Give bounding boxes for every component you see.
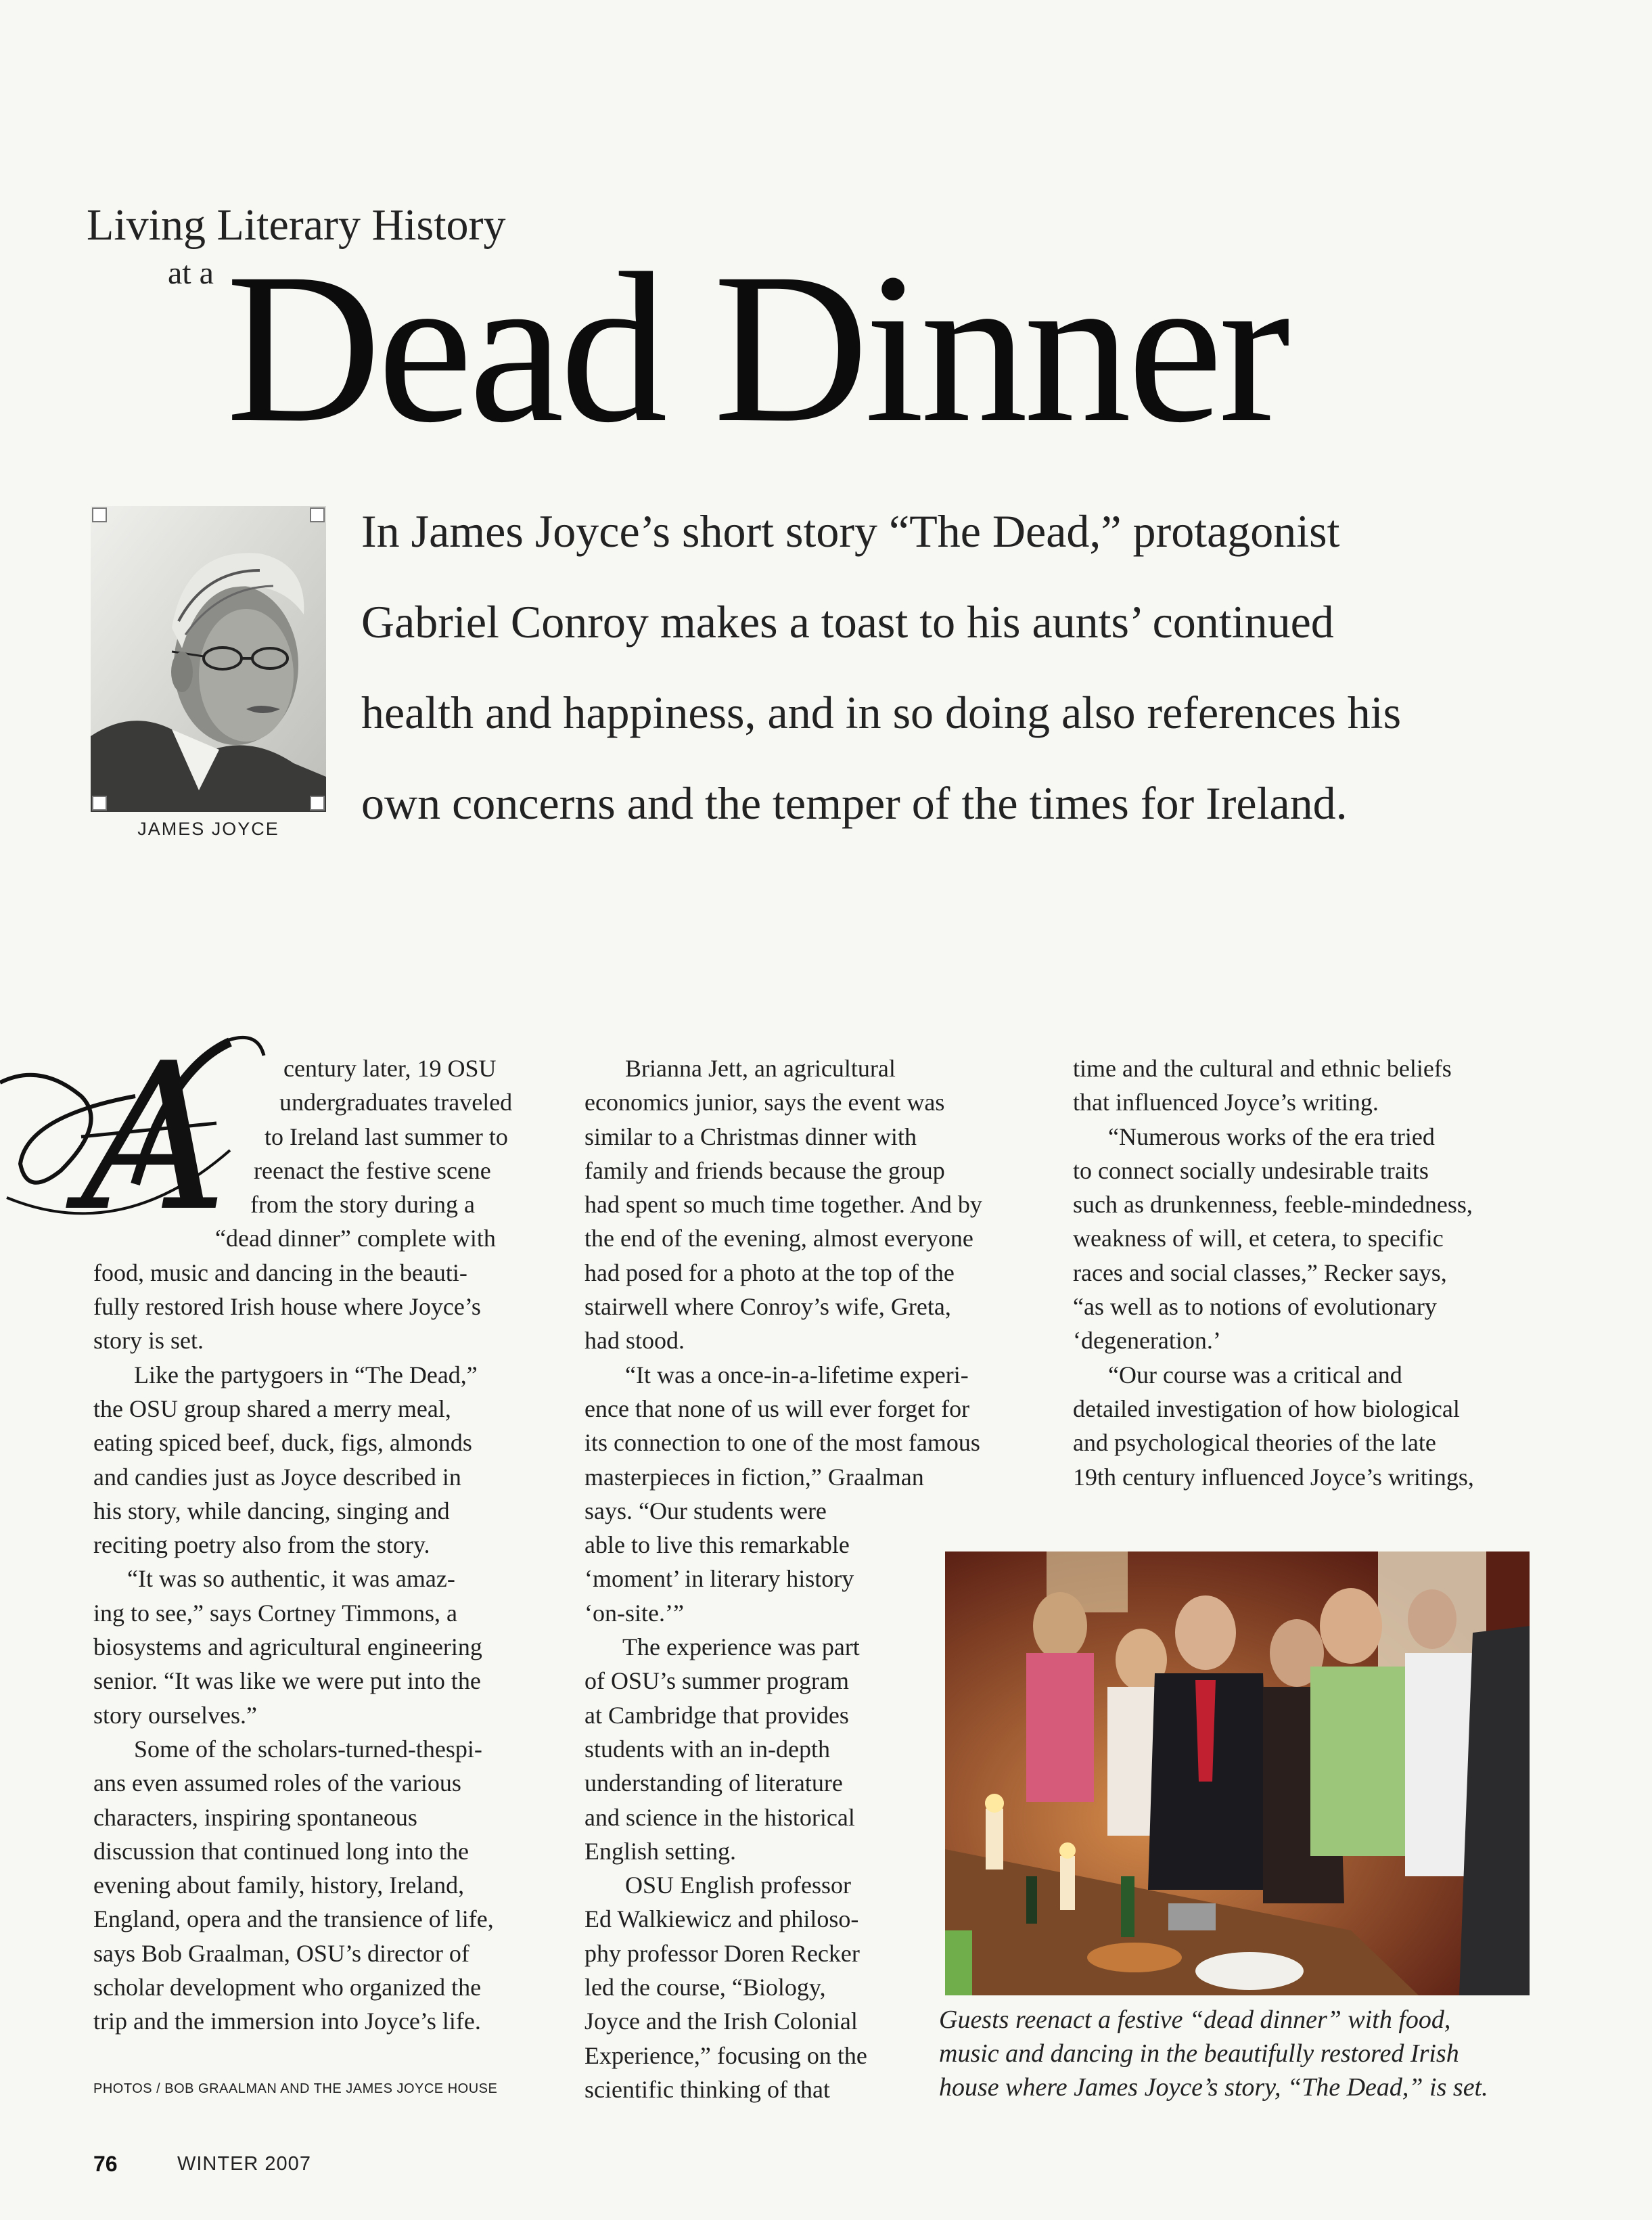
text-line: story is set.: [93, 1327, 204, 1355]
text-line: ‘degeneration.’: [1073, 1327, 1221, 1355]
text-line: able to live this remarkable: [584, 1531, 850, 1559]
article-column-3: [1073, 1051, 1533, 1494]
text-line: at Cambridge that provides: [584, 1701, 849, 1729]
text-line: ence that none of us will ever forget for: [584, 1395, 970, 1422]
text-line: similar to a Christmas dinner with: [584, 1123, 917, 1150]
text-line: eating spiced beef, duck, figs, almonds: [93, 1429, 472, 1457]
text-line: students with an in-depth: [584, 1735, 830, 1763]
text-line: “Our course was a critical and: [1108, 1361, 1402, 1388]
text-line: century later, 19 OSU: [283, 1055, 497, 1082]
text-line: English setting.: [584, 1837, 736, 1865]
text-line: “It was a once-in-a-lifetime experi-: [625, 1361, 969, 1388]
text-line: from the story during a: [250, 1191, 475, 1219]
text-line: says. “Our students were: [584, 1497, 827, 1524]
article-column-1: [93, 1051, 553, 2039]
text-line: Brianna Jett, an agricultural: [625, 1055, 896, 1082]
deck: [361, 486, 1532, 848]
drop-cap-letter: A: [81, 1020, 228, 1231]
text-line: “dead dinner” complete with: [215, 1225, 496, 1252]
text-line: trip and the immersion into Joyce’s life.: [93, 2008, 481, 2035]
text-line: stairwell where Conroy’s wife, Greta,: [584, 1293, 951, 1321]
photo-corner-mark: [92, 507, 107, 522]
photo-corner-mark: [310, 796, 325, 811]
text-line: Like the partygoers in “The Dead,”: [134, 1361, 478, 1388]
text-line: races and social classes,” Recker says,: [1073, 1259, 1447, 1286]
text-line: and candies just as Joyce described in: [93, 1463, 461, 1491]
issue-label: WINTER 2007: [177, 2153, 311, 2175]
text-line: senior. “It was like we were put into the: [93, 1667, 481, 1695]
text-line: fully restored Irish house where Joyce’s: [93, 1293, 481, 1321]
text-line: family and friends because the group: [584, 1156, 945, 1184]
text-line: Joyce and the Irish Colonial: [584, 2008, 858, 2035]
text-line: Some of the scholars-turned-thespi-: [134, 1735, 482, 1763]
text-line: ‘on-site.’”: [584, 1599, 684, 1627]
text-line: “It was so authentic, it was amaz-: [127, 1565, 455, 1593]
caption-line: Guests reenact a festive “dead dinner” with food,: [939, 2006, 1451, 2034]
text-line: and psychological theories of the late: [1073, 1429, 1436, 1457]
text-line: economics junior, says the event was: [584, 1089, 945, 1116]
photo-corner-mark: [310, 507, 325, 522]
caption-line: house where James Joyce’s story, “The Dead,” is set.: [939, 2073, 1488, 2102]
text-line: The experience was part: [622, 1633, 860, 1661]
text-line: phy professor Doren Recker: [584, 1939, 860, 1967]
text-line: story ourselves.”: [93, 1701, 257, 1729]
text-line: discussion that continued long into the: [93, 1837, 469, 1865]
dinner-photo: [945, 1551, 1530, 1995]
text-line: “as well as to notions of evolutionary: [1073, 1293, 1437, 1321]
photo-corner-mark: [92, 796, 107, 811]
text-line: to Ireland last summer to: [265, 1123, 508, 1150]
deck-line: health and happiness, and in so doing also references his: [361, 687, 1402, 738]
text-line: the end of the evening, almost everyone: [584, 1225, 973, 1252]
text-line: evening about family, history, Ireland,: [93, 1872, 465, 1899]
text-line: undergraduates traveled: [279, 1089, 513, 1116]
text-line: had stood.: [584, 1327, 685, 1355]
text-line: had spent so much time together. And by: [584, 1191, 982, 1219]
text-line: that influenced Joyce’s writing.: [1073, 1089, 1379, 1116]
photo-credit: PHOTOS / BOB GRAALMAN AND THE JAMES JOYCE HOUSE: [93, 2081, 498, 2096]
text-line: masterpieces in fiction,” Graalman: [584, 1463, 924, 1491]
text-line: 19th century influenced Joyce’s writings,: [1073, 1463, 1474, 1491]
text-line: Experience,” focusing on the: [584, 2041, 867, 2069]
kicker: Living Literary History: [87, 200, 506, 250]
text-line: its connection to one of the most famous: [584, 1429, 980, 1457]
text-line: ‘moment’ in literary history: [584, 1565, 854, 1593]
deck-line: In James Joyce’s short story “The Dead,” protagonist: [361, 505, 1340, 557]
text-line: food, music and dancing in the beauti-: [93, 1259, 467, 1286]
page-number: 76: [93, 2152, 118, 2176]
text-line: his story, while dancing, singing and: [93, 1497, 450, 1524]
text-line: such as drunkenness, feeble-mindedness,: [1073, 1191, 1473, 1219]
text-line: ing to see,” says Cortney Timmons, a: [93, 1599, 457, 1627]
text-line: Ed Walkiewicz and philoso-: [584, 1905, 859, 1933]
text-line: characters, inspiring spontaneous: [93, 1803, 417, 1831]
text-line: detailed investigation of how biological: [1073, 1395, 1460, 1422]
text-line: England, opera and the transience of life,: [93, 1905, 494, 1933]
text-line: time and the cultural and ethnic beliefs: [1073, 1055, 1452, 1082]
kicker-sub: at a: [168, 255, 214, 291]
text-line: the OSU group shared a merry meal,: [93, 1395, 451, 1422]
deck-line: own concerns and the temper of the times for Ireland.: [361, 777, 1348, 829]
text-line: had posed for a photo at the top of the: [584, 1259, 955, 1286]
deck-line: Gabriel Conroy makes a toast to his aunts’ continued: [361, 596, 1334, 648]
text-line: to connect socially undesirable traits: [1073, 1156, 1429, 1184]
headline: Dead Dinner: [226, 229, 1287, 467]
text-line: says Bob Graalman, OSU’s director of: [93, 1939, 469, 1967]
text-line: OSU English professor: [625, 1872, 851, 1899]
text-line: weakness of will, et cetera, to specific: [1073, 1225, 1444, 1252]
text-line: ans even assumed roles of the various: [93, 1769, 461, 1797]
text-line: scientific thinking of that: [584, 2075, 830, 2103]
portrait-caption: JAMES JOYCE: [137, 819, 279, 839]
text-line: led the course, “Biology,: [584, 1974, 826, 2001]
text-line: reciting poetry also from the story.: [93, 1531, 430, 1559]
text-line: “Numerous works of the era tried: [1108, 1123, 1435, 1150]
text-line: biosystems and agricultural engineering: [93, 1633, 482, 1661]
text-line: reenact the festive scene: [254, 1156, 491, 1184]
text-line: scholar development who organized the: [93, 1974, 482, 2001]
caption-line: music and dancing in the beautifully restored Irish: [939, 2039, 1459, 2068]
james-joyce-portrait: [91, 506, 326, 812]
photo-caption: [939, 2003, 1541, 2104]
text-line: of OSU’s summer program: [584, 1667, 849, 1695]
text-line: and science in the historical: [584, 1803, 855, 1831]
text-line: understanding of literature: [584, 1769, 843, 1797]
